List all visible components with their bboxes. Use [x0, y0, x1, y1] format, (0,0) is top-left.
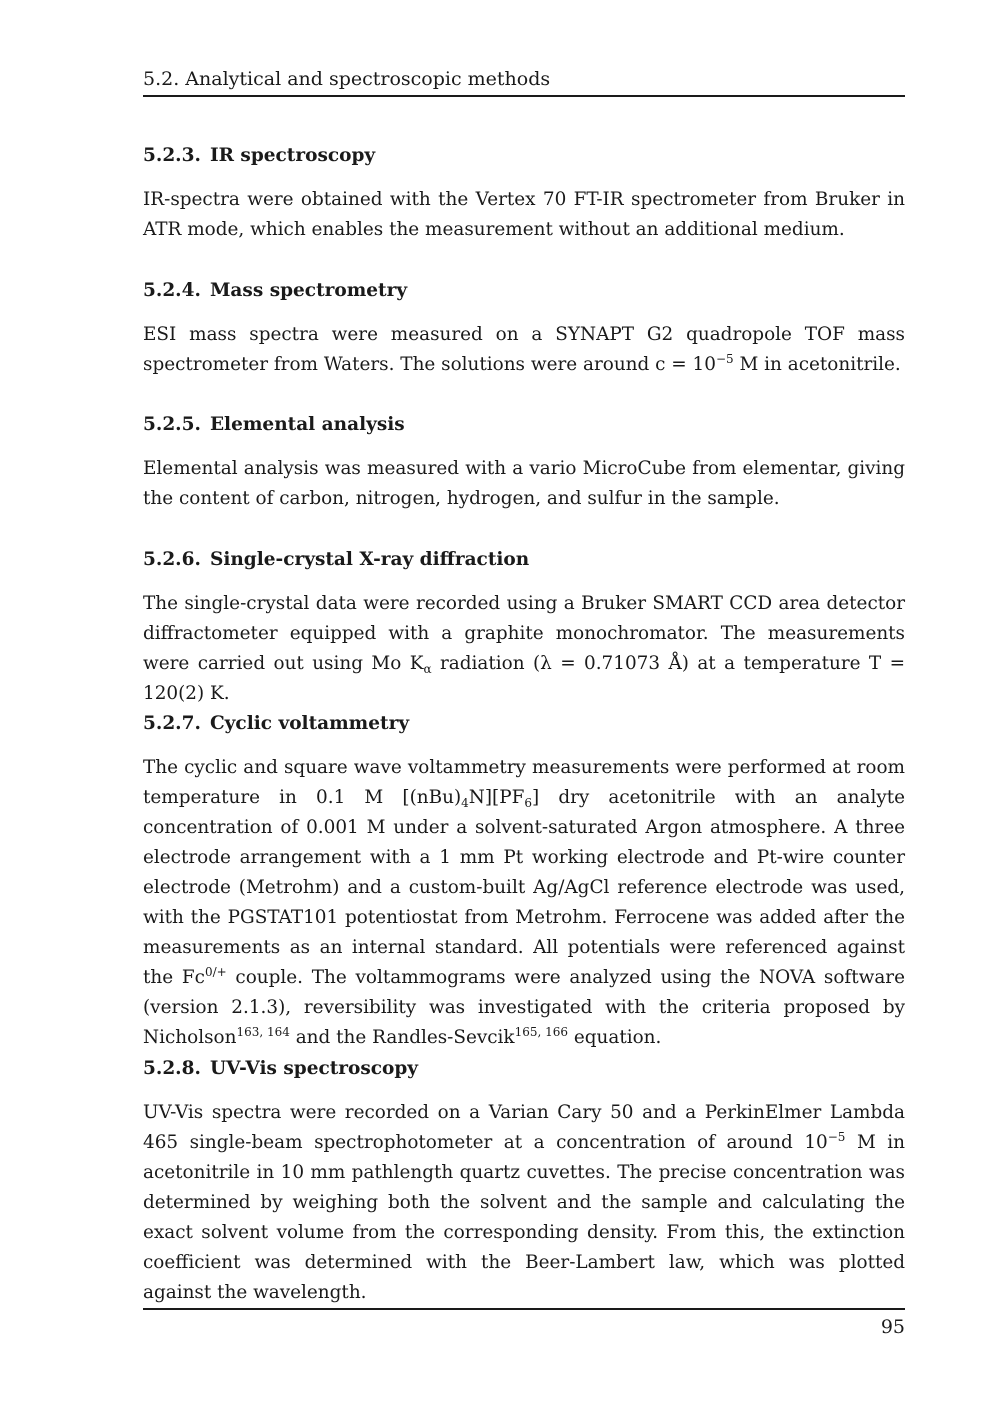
section-heading — [143, 1056, 905, 1082]
section-body: The single-crystal data were recorded using a Bruker SMART CCD area detector diffractometer equipped with a graphite monochromator. The measurements were carried out using Mo $K_\alpha$ radiation (λ = 0.71073 Å) at a temperature T = 120(2) K. — [143, 593, 905, 704]
section-number: 5.2.7. — [143, 713, 201, 734]
section-number: 5.2.5. — [143, 414, 201, 435]
section-number: 5.2.4. — [143, 280, 201, 301]
document-page — [143, 0, 905, 1414]
section-title: Mass spectrometry — [209, 280, 408, 301]
section-heading — [143, 711, 905, 737]
footer-rule — [143, 1308, 905, 1310]
section-title: IR spectroscopy — [209, 145, 376, 166]
section-heading — [143, 143, 905, 169]
section-body: UV-Vis spectra were recorded on a Varian Cary 50 and a PerkinElmer Lambda 465 single-beam spectrophotometer at a concentration of around $10^{-5}$ M in acetonitrile in 10 mm pathlength quartz cuvettes. The precise concentration was determined by weighing both the solvent and the sample and calculating the exact solvent volume from the corresponding density. From this, the extinction coefficient was determined with the Beer-Lambert law, which was plotted against the wavelength. — [143, 1102, 905, 1303]
section-mass-spectrometry — [143, 278, 905, 380]
running-header: 5.2. Analytical and spectroscopic methods — [143, 68, 551, 90]
section-x-ray-diffraction — [143, 547, 905, 709]
section-cyclic-voltammetry — [143, 711, 905, 1053]
section-title: UV-Vis spectroscopy — [209, 1058, 419, 1079]
section-ir-spectroscopy — [143, 143, 905, 245]
citation[interactable]: 163, 164 — [236, 1025, 290, 1039]
section-body: ESI mass spectra were measured on a SYNAPT G2 quadropole TOF mass spectrometer from Waters. The solutions were around $c = 10^{-5}$ M in acetonitrile. — [143, 324, 905, 375]
section-elemental-analysis — [143, 412, 905, 514]
page-number: 95 — [880, 1316, 905, 1338]
section-title: Elemental analysis — [209, 414, 405, 435]
section-uv-vis-spectroscopy — [143, 1056, 905, 1308]
section-number: 5.2.8. — [143, 1058, 201, 1079]
section-heading — [143, 547, 905, 573]
section-number: 5.2.6. — [143, 549, 201, 570]
section-number: 5.2.3. — [143, 145, 201, 166]
section-body: IR-spectra were obtained with the Vertex 70 FT-IR spectrometer from Bruker in ATR mode, which enables the measurement without an additional medium. — [143, 189, 905, 240]
section-body: The cyclic and square wave voltammetry measurements were performed at room temperature in 0.1 M $[(nBu)_4N][PF_6]$ dry acetonitrile with an analyte concentration of 0.001 M under a solvent-saturated Argon atmosphere. A three electrode arrangement with a 1 mm Pt working electrode and Pt-wire counter electrode (Metrohm) and a custom-built Ag/AgCl reference electrode was used, with the PGSTAT101 potentiostat from Metrohm. Ferrocene was added after the measurements as an internal standard. All potentials were referenced against the $Fc^{0/+}$ couple. The voltammograms were analyzed using the NOVA software (version 2.1.3), reversibility was investigated with the criteria proposed by Nicholson$^{163, 164}$ and the Randles-Sevcik$^{165, 166}$ equation. — [143, 757, 905, 1048]
section-body: Elemental analysis was measured with a vario MicroCube from elementar, giving the content of carbon, nitrogen, hydrogen, and sulfur in the sample. — [143, 458, 905, 509]
section-title: Single-crystal X-ray diffraction — [209, 549, 530, 570]
section-title: Cyclic voltammetry — [209, 713, 410, 734]
header-rule — [143, 95, 905, 97]
section-heading — [143, 278, 905, 304]
citation[interactable]: 165, 166 — [514, 1025, 569, 1039]
section-heading — [143, 412, 905, 438]
